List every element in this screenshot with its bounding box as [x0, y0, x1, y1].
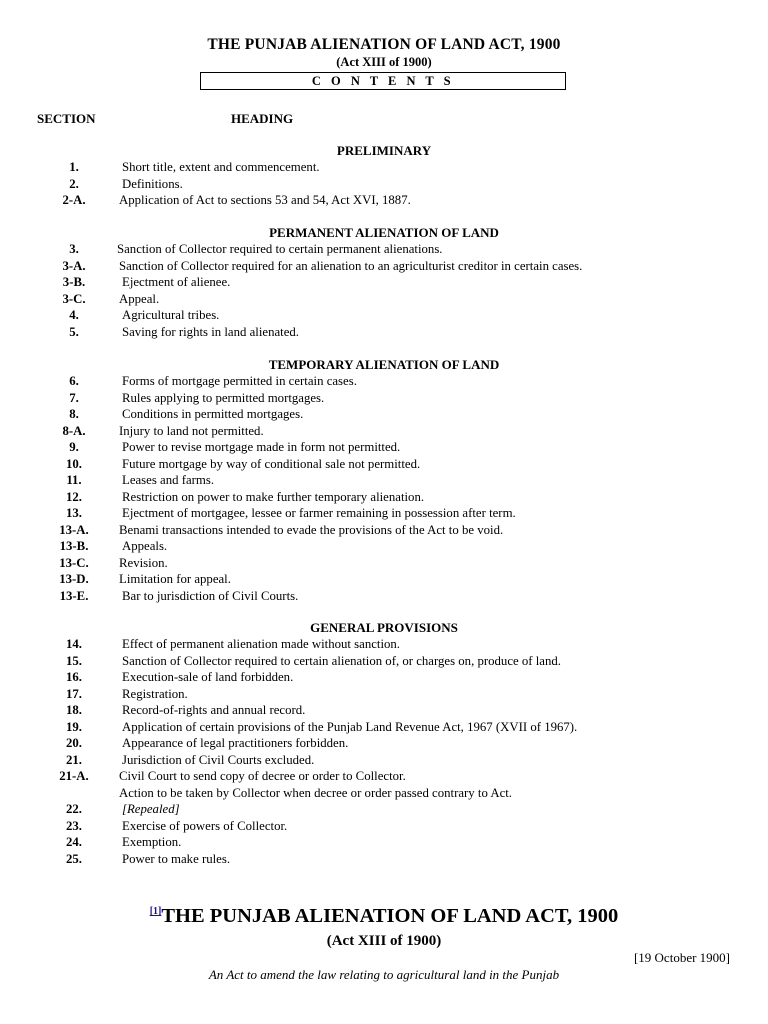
section-number: 8-A.: [62, 423, 86, 438]
toc-row: [0, 440, 768, 456]
group-title-general-provisions: GENERAL PROVISIONS: [310, 620, 458, 635]
toc-row: [0, 242, 768, 258]
section-number: 8.: [69, 407, 79, 421]
section-heading: Forms of mortgage permitted in certain cases.: [122, 374, 357, 388]
section-heading: Jurisdiction of Civil Courts excluded.: [122, 752, 315, 767]
toc-row: [0, 835, 768, 851]
toc-row: [0, 786, 768, 802]
section-heading: Saving for rights in land alienated.: [122, 324, 299, 339]
section-number: 22.: [66, 802, 82, 816]
section-number: 2.: [69, 176, 79, 191]
toc-row: [0, 769, 768, 785]
section-heading: Ejectment of mortgagee, lessee or farmer remaining in possession after term.: [122, 506, 516, 520]
section-number: 11.: [66, 473, 82, 487]
act-date: [19 October 1900]: [633, 950, 730, 965]
act-preamble: An Act to amend the law relating to agricultural land in the Punjab: [208, 967, 560, 982]
section-number: 3-A.: [62, 258, 86, 273]
section-number: 16.: [66, 670, 82, 684]
toc-row: [0, 259, 768, 275]
toc-row: [0, 275, 768, 291]
toc-row: [0, 802, 768, 818]
toc-row: [0, 325, 768, 341]
section-heading: Sanction of Collector required to certain permanent alienations.: [117, 242, 443, 256]
section-number: 5.: [69, 324, 79, 339]
toc-row: [0, 490, 768, 506]
act-subtitle: (Act XIII of 1900): [326, 933, 442, 949]
section-heading: Appearance of legal practitioners forbidden.: [122, 736, 349, 750]
toc-row: [0, 308, 768, 324]
toc-row: [0, 391, 768, 407]
section-heading: Limitation for appeal.: [119, 572, 231, 586]
act-title-text: THE PUNJAB ALIENATION OF LAND ACT, 1900: [161, 905, 619, 927]
section-number: 14.: [66, 637, 82, 651]
section-number: 21.: [66, 752, 82, 767]
toc-row: [0, 852, 768, 868]
toc-row: [0, 473, 768, 489]
section-heading: Application of certain provisions of the Punjab Land Revenue Act, 1967 (XVII of 1967).: [122, 719, 578, 734]
section-number: 13-C.: [59, 555, 89, 570]
section-heading: Civil Court to send copy of decree or order to Collector.: [119, 769, 406, 783]
section-heading: Leases and farms.: [122, 473, 215, 487]
toc-row: [0, 637, 768, 653]
section-number: 4.: [69, 308, 79, 322]
section-heading: [Repealed]: [122, 802, 180, 816]
section-heading: Revision.: [119, 555, 168, 570]
section-column-header: SECTION: [37, 111, 96, 126]
section-heading: Record-of-rights and annual record.: [122, 703, 306, 717]
section-number: 3-B.: [62, 275, 86, 289]
act-number: (Act XIII of 1900): [336, 55, 432, 69]
toc-row: [0, 654, 768, 670]
section-number: 20.: [66, 736, 82, 750]
section-number: 25.: [66, 851, 82, 866]
section-number: 1.: [69, 160, 79, 174]
section-number: 17.: [66, 686, 82, 701]
section-heading: Execution-sale of land forbidden.: [122, 670, 294, 684]
toc-row: [0, 703, 768, 719]
section-number: 3.: [69, 242, 79, 256]
section-number: 13-D.: [59, 572, 89, 586]
section-heading: Action to be taken by Collector when decree or order passed contrary to Act.: [119, 785, 513, 800]
section-heading: Agricultural tribes.: [122, 308, 220, 322]
section-number: 6.: [69, 374, 79, 388]
section-heading: Appeal.: [119, 291, 160, 306]
footnote-link[interactable]: [1]: [149, 906, 162, 918]
section-number: 13-A.: [59, 522, 89, 537]
section-heading: Registration.: [122, 686, 188, 701]
section-heading: Ejectment of alienee.: [122, 275, 231, 289]
section-number: 12.: [66, 489, 82, 504]
toc-row: [0, 523, 768, 539]
toc-row: [0, 753, 768, 769]
act-title: [0, 905, 768, 928]
toc-row: [0, 160, 768, 176]
section-heading: Rules applying to permitted mortgages.: [122, 390, 325, 405]
section-number: 15.: [66, 653, 82, 668]
section-heading: Sanction of Collector required to certain alienation of, or charges on, produce of land.: [122, 653, 561, 668]
toc-row: [0, 407, 768, 423]
section-heading: Appeals.: [122, 539, 168, 553]
section-heading: Injury to land not permitted.: [119, 423, 264, 438]
heading-column-header: HEADING: [231, 111, 294, 126]
section-number: 13-B.: [59, 539, 89, 553]
section-heading: Conditions in permitted mortgages.: [122, 407, 304, 421]
toc-row: [0, 687, 768, 703]
group-title-permanent-alienation: PERMANENT ALIENATION OF LAND: [269, 225, 499, 240]
section-heading: Power to make rules.: [122, 851, 231, 866]
toc-row: [0, 424, 768, 440]
section-number: 2-A.: [62, 193, 86, 207]
section-number: 7.: [69, 390, 79, 405]
contents-label: C O N T E N T S: [200, 72, 566, 90]
group-title-preliminary: PRELIMINARY: [336, 143, 432, 158]
toc-row: [0, 177, 768, 193]
section-number: 13.: [66, 506, 82, 520]
section-number: 9.: [69, 440, 79, 454]
toc-row: [0, 670, 768, 686]
toc-row: [0, 374, 768, 390]
section-heading: Definitions.: [122, 176, 183, 191]
toc-row: [0, 539, 768, 555]
toc-row: [0, 736, 768, 752]
toc-row: [0, 819, 768, 835]
section-heading: Application of Act to sections 53 and 54, Act XVI, 1887.: [119, 193, 411, 207]
section-number: 10.: [66, 456, 82, 471]
toc-row: [0, 292, 768, 308]
section-heading: Restriction on power to make further temporary alienation.: [122, 489, 425, 504]
section-heading: Exemption.: [122, 835, 182, 849]
section-heading: Short title, extent and commencement.: [122, 160, 320, 174]
section-heading: Exercise of powers of Collector.: [122, 818, 288, 833]
section-heading: Effect of permanent alienation made without sanction.: [122, 637, 401, 651]
section-number: 23.: [66, 818, 82, 833]
section-heading: Sanction of Collector required for an alienation to an agriculturist creditor in certain cases.: [119, 258, 583, 273]
section-heading: Future mortgage by way of conditional sale not permitted.: [122, 456, 421, 471]
toc-row: [0, 572, 768, 588]
section-number: 19.: [66, 719, 82, 734]
section-number: 3-C.: [62, 291, 86, 306]
section-heading: Power to revise mortgage made in form not permitted.: [122, 440, 401, 454]
toc-row: [0, 556, 768, 572]
section-number: 21-A.: [59, 769, 89, 783]
section-heading: Bar to jurisdiction of Civil Courts.: [122, 588, 299, 603]
section-number: 13-E.: [59, 588, 89, 603]
toc-row: [0, 589, 768, 605]
toc-row: [0, 506, 768, 522]
toc-row: [0, 457, 768, 473]
toc-row: [0, 720, 768, 736]
section-number: 18.: [66, 703, 82, 717]
section-number: 24.: [66, 835, 82, 849]
group-title-temporary-alienation: TEMPORARY ALIENATION OF LAND: [268, 357, 500, 372]
document-title: THE PUNJAB ALIENATION OF LAND ACT, 1900: [207, 36, 561, 53]
toc-row: [0, 193, 768, 209]
section-heading: Benami transactions intended to evade the provisions of the Act to be void.: [119, 522, 504, 537]
